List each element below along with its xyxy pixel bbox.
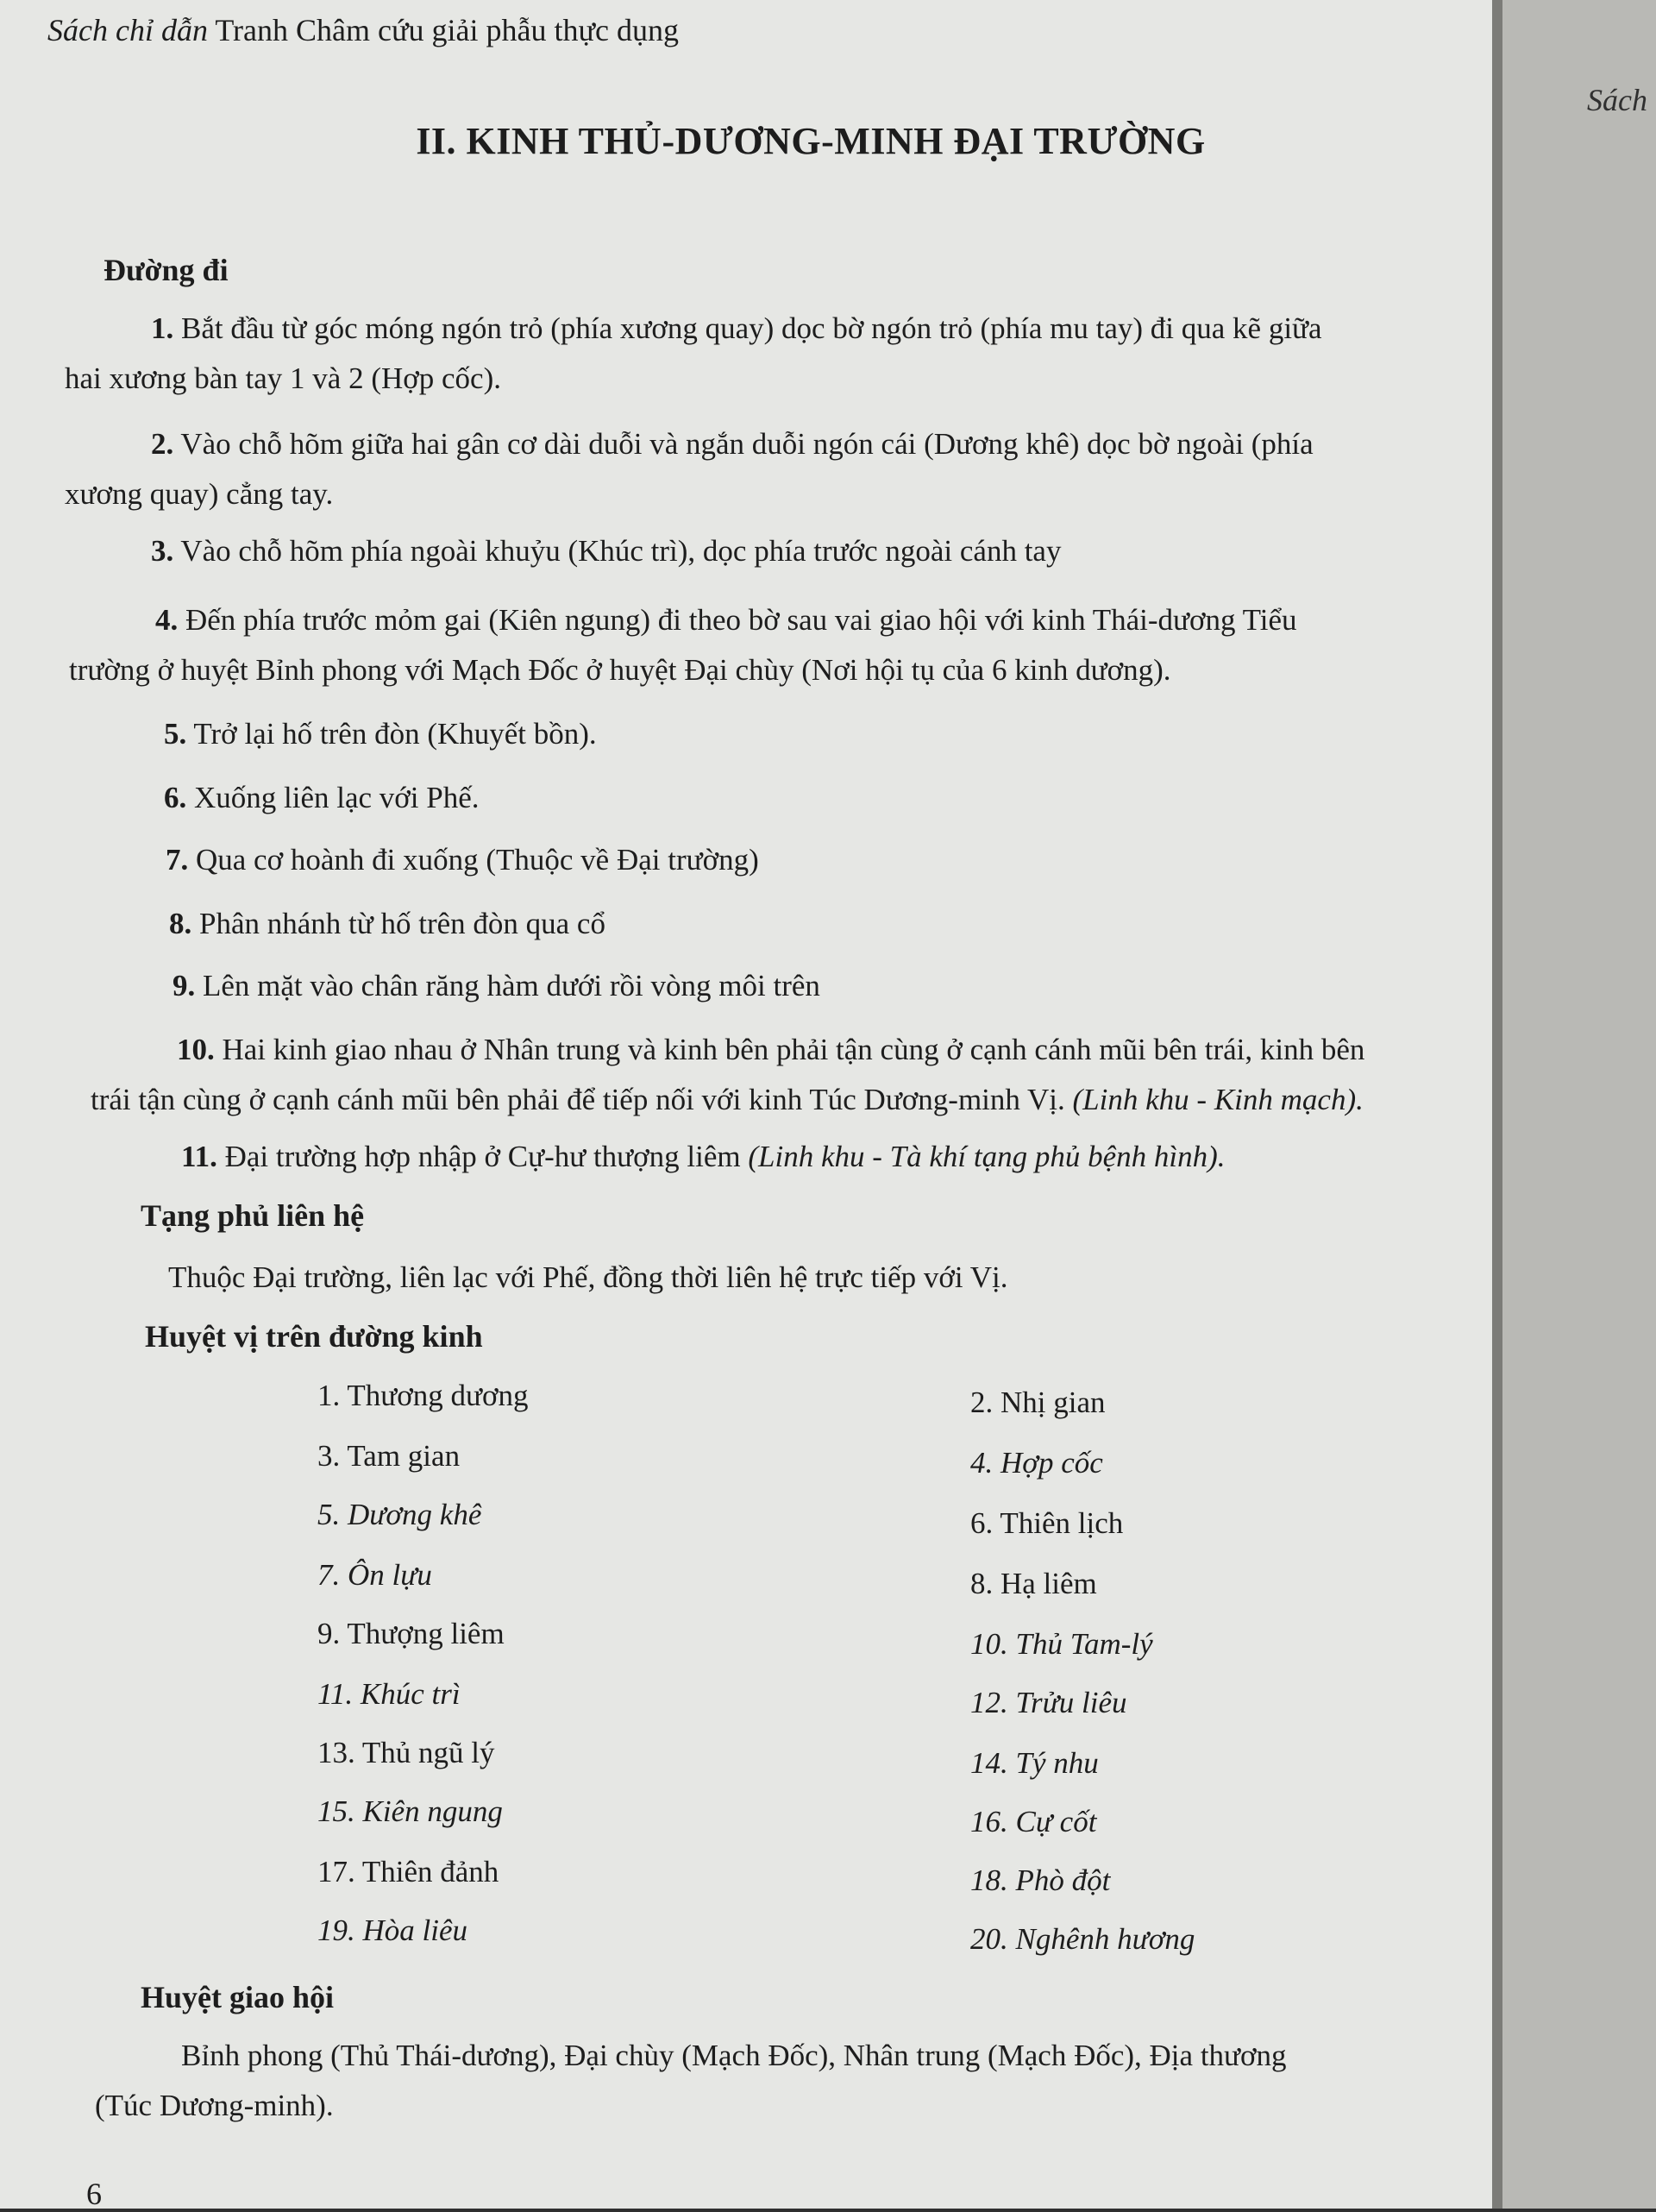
- meeting-points-line-1: Bỉnh phong (Thủ Thái-dương), Đại chùy (Mạch Đốc), Nhân trung (Mạch Đốc), Địa thương: [181, 2039, 1287, 2072]
- route-step-5: [164, 709, 597, 759]
- step-continuation: trái tận cùng ở cạnh cánh mũi bên phải để tiếp nối với kinh Túc Dương-minh Vị.: [91, 1083, 1065, 1116]
- step-number: 3.: [151, 534, 174, 568]
- route-step-6: [164, 773, 480, 823]
- step-text: Lên mặt vào chân răng hàm dưới rồi vòng môi trên: [203, 969, 820, 1002]
- running-head-rest: Tranh Châm cứu giải phẫu thực dụng: [215, 13, 679, 47]
- route-step-9: [172, 961, 820, 1011]
- step-number: 2.: [151, 427, 174, 461]
- step-continuation: hai xương bàn tay 1 và 2 (Hợp cốc).: [65, 361, 501, 395]
- acupoint-item: 2. Nhị gian: [970, 1386, 1106, 1419]
- facing-page-header: Sách: [1587, 83, 1647, 117]
- acupoint-item: 12. Trửu liêu: [970, 1686, 1127, 1719]
- acupoint-item: 16. Cự cốt: [970, 1805, 1097, 1838]
- step-text: Đại trường hợp nhập ở Cự-hư thượng liêm: [224, 1140, 741, 1173]
- step-text: Qua cơ hoành đi xuống (Thuộc về Đại trường): [196, 843, 759, 877]
- acupoint-item: 5. Dương khê: [317, 1498, 482, 1531]
- step-number: 4.: [155, 603, 179, 637]
- running-head-italic: Sách chỉ dẫn: [47, 13, 208, 47]
- acupoint-item: 6. Thiên lịch: [970, 1506, 1124, 1540]
- step-number: 10.: [177, 1033, 215, 1066]
- step-text: Vào chỗ hõm phía ngoài khuỷu (Khúc trì), dọc phía trước ngoài cánh tay: [180, 534, 1062, 568]
- step-citation: (Linh khu - Tà khí tạng phủ bệnh hình).: [748, 1140, 1226, 1173]
- acupoint-item: 10. Thủ Tam-lý: [970, 1627, 1153, 1661]
- route-step-2: [65, 419, 1479, 519]
- acupoint-item: 18. Phò đột: [970, 1863, 1111, 1897]
- running-head: [47, 12, 679, 48]
- step-citation: (Linh khu - Kinh mạch).: [1072, 1083, 1364, 1116]
- acupoint-item: 8. Hạ liêm: [970, 1567, 1097, 1600]
- meeting-points-text: [95, 2031, 1484, 2131]
- step-text: Đến phía trước mỏm gai (Kiên ngung) đi theo bờ sau vai giao hội với kinh Thái-dương Tiểu: [185, 603, 1297, 637]
- step-number: 8.: [169, 907, 192, 940]
- step-text: Xuống liên lạc với Phế.: [194, 781, 480, 814]
- route-heading: Đường đi: [104, 253, 229, 287]
- acupoint-item: 20. Nghênh hương: [970, 1922, 1195, 1956]
- step-text: Bắt đầu từ góc móng ngón trỏ (phía xương quay) dọc bờ ngón trỏ (phía mu tay) đi qua kẽ giữa: [181, 311, 1322, 345]
- acupoint-item: 1. Thương dương: [317, 1379, 529, 1412]
- acupoint-item: 15. Kiên ngung: [317, 1794, 503, 1828]
- route-step-4: [69, 595, 1484, 695]
- chapter-title: II. KINH THỦ-DƯƠNG-MINH ĐẠI TRƯỜNG: [416, 120, 1206, 162]
- step-number: 6.: [164, 781, 187, 814]
- step-continuation: xương quay) cẳng tay.: [65, 477, 334, 511]
- points-heading: Huyệt vị trên đường kinh: [145, 1319, 483, 1354]
- step-continuation: trường ở huyệt Bỉnh phong với Mạch Đốc ở huyệt Đại chùy (Nơi hội tụ của 6 kinh dương).: [69, 653, 1171, 687]
- acupoint-item: 7. Ôn lựu: [317, 1558, 432, 1592]
- acupoint-item: 3. Tam gian: [317, 1439, 461, 1473]
- acupoint-item: 17. Thiên đảnh: [317, 1855, 499, 1888]
- step-text: Trở lại hố trên đòn (Khuyết bồn).: [193, 717, 597, 751]
- route-step-8: [169, 899, 605, 949]
- acupoint-item: 13. Thủ ngũ lý: [317, 1736, 495, 1769]
- step-number: 11.: [181, 1140, 217, 1173]
- route-step-11: [181, 1132, 1226, 1182]
- acupoint-item: 19. Hòa liêu: [317, 1914, 468, 1947]
- page-gutter: [1492, 0, 1502, 2209]
- route-step-1: [65, 304, 1479, 404]
- page-number: 6: [86, 2177, 102, 2211]
- acupoint-item: 4. Hợp cốc: [970, 1446, 1103, 1480]
- acupoint-item: 11. Khúc trì: [317, 1677, 461, 1711]
- step-text: Hai kinh giao nhau ở Nhân trung và kinh bên phải tận cùng ở cạnh cánh mũi bên trái, kinh bên: [222, 1033, 1365, 1066]
- step-number: 1.: [151, 311, 174, 345]
- step-number: 9.: [172, 969, 196, 1002]
- meeting-points-line-2: (Túc Dương-minh).: [95, 2089, 334, 2122]
- step-number: 5.: [164, 717, 187, 751]
- acupoint-item: 9. Thượng liêm: [317, 1617, 505, 1650]
- organ-relation-heading: Tạng phủ liên hệ: [141, 1198, 365, 1233]
- step-text: Vào chỗ hõm giữa hai gân cơ dài duỗi và ngắn duỗi ngón cái (Dương khê) dọc bờ ngoài (phía: [180, 427, 1314, 461]
- route-step-7: [166, 835, 759, 885]
- route-step-3: [151, 526, 1479, 576]
- acupoint-item: 14. Tý nhu: [970, 1746, 1099, 1780]
- step-text: Phân nhánh từ hố trên đòn qua cổ: [199, 907, 605, 940]
- route-step-10: [91, 1025, 1488, 1125]
- organ-relation-text: Thuộc Đại trường, liên lạc với Phế, đồng thời liên hệ trực tiếp với Vị.: [168, 1260, 1008, 1294]
- meeting-points-heading: Huyệt giao hội: [141, 1980, 335, 2014]
- step-number: 7.: [166, 843, 189, 877]
- facing-page-edge: [1492, 0, 1656, 2209]
